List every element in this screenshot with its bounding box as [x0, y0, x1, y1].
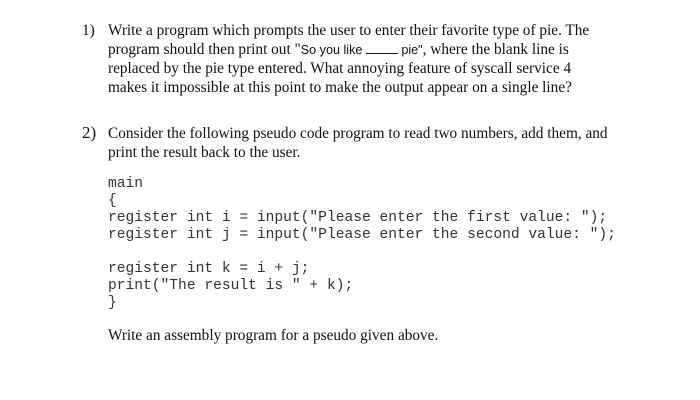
blank-line	[366, 41, 398, 54]
question-2-line-2: print the result back to the user.	[108, 144, 301, 161]
output-text-end: pie"	[401, 43, 423, 57]
question-1-line-2	[108, 40, 569, 60]
code-line-4: register int j = input("Please enter the second value: ");	[108, 227, 616, 243]
question-1-line-4: makes it impossible at this point to make the output appear on a single line?	[108, 79, 572, 96]
final-instruction: Write an assembly program for a pseudo given above.	[108, 327, 439, 344]
question-2-line-1: Consider the following pseudo code program to read two numbers, add them, and	[108, 125, 608, 142]
output-text-start: So you like	[300, 43, 363, 57]
question-1-number: 1)	[82, 22, 95, 39]
code-line-3: register int i = input("Please enter the first value: ");	[108, 210, 608, 226]
code-line-6: register int k = i + j;	[108, 261, 310, 277]
code-line-2: {	[108, 193, 117, 209]
code-line-7: print("The result is " + k);	[108, 278, 354, 294]
question-2-number: 2)	[82, 123, 97, 142]
code-line-8: }	[108, 295, 117, 311]
question-1-line-2-prefix: program should then print out "	[108, 41, 301, 58]
question-1-line-3: replaced by the pie type entered. What annoying feature of syscall service 4	[108, 60, 572, 77]
question-1-line-1: Write a program which prompts the user to enter their favorite type of pie. The	[108, 22, 590, 39]
code-line-1: main	[108, 176, 144, 192]
question-1-line-2-suffix: , where the blank line is	[422, 41, 569, 58]
